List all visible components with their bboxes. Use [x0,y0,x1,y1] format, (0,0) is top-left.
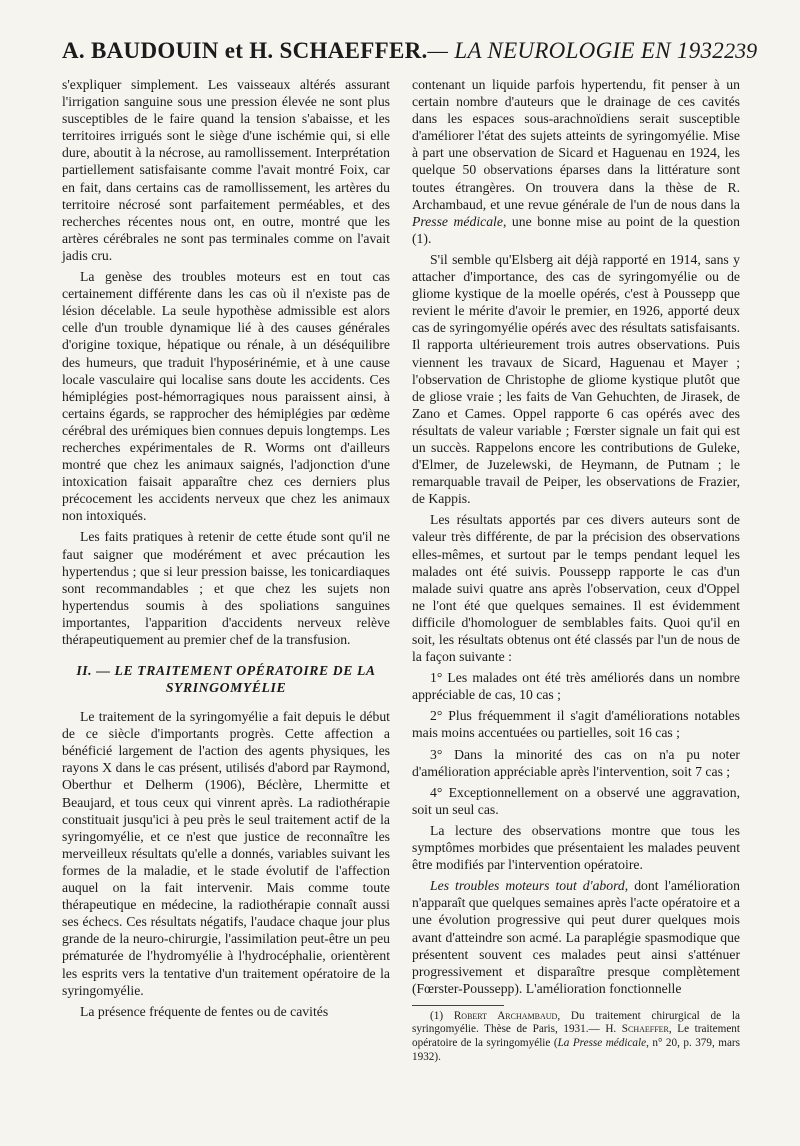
section-heading [62,662,390,696]
paragraph-text: contenant un liquide parfois hypertendu, fit penser à un certain nombre d'auteurs que le drainage de ces cavités dans les espaces sous-arachnoïdiens serait susceptible d'améliorer l'état des sujets atteints de syringomyélie. Mise à part une observation de Sicard et Haguenau en 1924, les quelque 50 observations éparses dans la littérature sont toutes étrangères. On trouvera dans la thèse de R. Archambaud, et une revue générale de l'un de nous dans la [412,77,740,212]
paragraph: Les faits pratiques à retenir de cette étude sont qu'il ne faut saigner que modérément et avec précaution les hypertendus ; que si leur pression baisse, les tonicardiaques sont recommandables ; et que chez les sujets non hypertendus soumis à des spoliations sanguines importantes, l'apparition d'accidents nerveux relève thérapeutiquement au premier chef de la transfusion. [62,529,390,647]
footnote-text: , Le traitement opératoire de la syringomyélie ( [412,1023,740,1050]
list-item: 3° Dans la minorité des cas on n'a pu noter d'amélioration appréciable après l'intervention, soit 7 cas ; [412,746,740,779]
header-title: — LA NEUROLOGIE EN 1932 [427,38,725,63]
paragraph-text: , une bonne mise au point de la question (1). [412,213,740,246]
left-column [62,76,390,1024]
paragraph [412,877,740,997]
list-item: 2° Plus fréquemment il s'agit d'améliorations notables mais moins accentuées ou partielles, soit 16 cas ; [412,708,740,741]
paragraph: s'expliquer simplement. Les vaisseaux altérés assurant l'irrigation sanguine sous une pression élevée ne sont plus susceptibles de le faire quand la tension s'abaisse, et les territoires irrigués sont le siège d'une ischémie qui, si elle dure, aboutit à la nécrose, au ramollissement. Interprétation partiellement satisfaisante comme l'avait montré Foix, car en fait, dans certains cas de ramollissement, les artères du territoire nécrosé sont parfaitement perméables, et des recherches récentes nous ont, en outre, montré que les artères cérébrales ne sont pas terminales comme on l'avait jadis cru. [62,77,390,263]
right-column [412,76,740,1068]
running-header [62,38,758,72]
section-heading-line-1: II. — LE TRAITEMENT OPÉRATOIRE DE LA [76,663,376,679]
paragraph: La lecture des observations montre que tous les symptômes morbides que présentaient les malades peuvent être modifiés par l'intervention opératoire. [412,822,740,873]
page-number: 239 [724,38,758,63]
footnote-mark: (1) [430,1009,444,1022]
paragraph: Le traitement de la syringomyélie a fait depuis le début de ce siècle d'importants progrès. Cette affection a bénéficié largement de l'action des agents physiques, les rayons X dans le cas présent, utilisés d'abord par Raymond, Oberthur et Delherm (1906), Béclère, Lhermitte et Beaujard, et tous ceux qui vinrent après. La radiothérapie constituait jusqu'ici à peu près le seul traitement actif de la syringomyélie, et ce n'est que justice de reconnaître les merveilleux résultats qu'elle a donnés, variables suivant les formes de la maladie, et le stade évolutif de l'affection auquel on la fait intervenir. Mais comme toute thérapeutique en médecine, la radiothérapie connaît aussi ses échecs. Ces résultats négatifs, l'audace chaque jour plus grande de la neuro-chirurgie, l'assimilation peut-être un peu prématurée de l'hydromyélie à l'hydrocéphalie, orientèrent les esprits vers la tentative d'un traitement opératoire de la syringomyélie. [62,709,390,998]
footnote-author: H. Schaeffer [605,1023,669,1036]
emphasis: Les troubles moteurs tout d'abord [430,878,625,894]
paragraph: S'il semble qu'Elsberg ait déjà rapporté en 1914, sans y attacher d'importance, des cas de syringomyélie ou de gliome kystique de la moelle opérés, c'est à Poussepp que revient le mérite d'avoir le premier, en 1926, apporté deux cas de syringomyélie opérés avec des résultats satisfaisants. Il rapporta ultérieurement trois autres observations. Puis viennent les travaux de Sicard, Haguenau et Mayer ; l'observation de Christophe de gliome kystique plutôt que de gliose vraie ; les faits de Van Gehuchten, de Jirasek, de Zano et Cames. Oppel rapporte 6 cas opérés avec des résultats de valeur variable ; Fœrster signale un fait qui est un succès. Rappelons encore les contributions de Guleke, d'Elmer, de Juzelewski, de Heymann, de Putnam ; le remarquable travail de Peiper, les observations de Frazier, de Kappis. [412,251,740,507]
paragraph: La présence fréquente de fentes ou de cavités [80,1003,329,1019]
footnote-author: Robert Archambaud [453,1009,558,1022]
paragraph [412,76,740,247]
footnote-rule [412,1005,504,1006]
paragraph: La genèse des troubles moteurs est en tout cas certainement différente dans les cas où il n'existe pas de lésion décelable. La seule hypothèse admissible est alors celle d'un trouble dynamique lié à des causes générales d'origine toxique, hépatique ou rénale, à un déséquilibre des humeurs, que traduit l'hyposérinémie, et à une cause locale vasculaire qui localise sans doute les accidents. Ces hémiplégies post-hémorragiques nous paraissent ainsi, à certains égards, se rapprocher des hémiplégies par œdème cérébral des urémiques bien connues depuis longtemps. Les recherches expérimentales de R. Worms ont d'ailleurs montré que chez les animaux saignés, l'adjonction d'une intoxication faisait apparaître chez ces derniers plus précocement les accidents nerveux que chez les animaux non intoxiqués. [62,269,390,524]
paragraph-text: , dont l'amélioration n'apparaît que quelques semaines après l'acte opératoire et a une évolution progressive qui peut durer quelques mois avant d'atteindre son acmé. La paraplégie spasmodique que présentent souvent ces malades peut ainsi s'atténuer progressivement et disparaître presque complètement (Fœrster-Poussepp). L'amélioration fonctionnelle [412,878,740,996]
footnote-journal: La Presse médicale [557,1037,647,1050]
section-heading-line-2: SYRINGOMYÉLIE [165,680,287,696]
footnote-text: , Du traitement chirurgical de la syringomyélie. Thèse de Paris, 1931.— [412,1009,740,1036]
list-item: 1° Les malades ont été très améliorés dans un nombre appréciable de cas, 10 cas ; [412,670,740,703]
list-item: 4° Exceptionnellement on a observé une aggravation, soit un seul cas. [412,784,740,817]
header-authors: A. BAUDOUIN et H. SCHAEFFER. [62,38,428,63]
footnote-text: , n° 20, p. 379, mars 1932). [412,1037,740,1063]
journal-name: Presse médicale [412,213,503,229]
paragraph: Les résultats apportés par ces divers auteurs sont de valeur très différente, de par la précision des observations elles-mêmes, et surtout par le temps pendant lequel les malades ont été suivis. Poussepp rapporte le cas d'un malade suivi quatre ans après l'observation, ceux d'Oppel ne l'ont été que quelques semaines. Il est évidemment difficile d'homologuer de semblables faits. Quoi qu'il en soit, les résultats obtenus ont été classés par l'un de nous de la façon suivante : [412,512,740,665]
footnote [412,1010,740,1064]
